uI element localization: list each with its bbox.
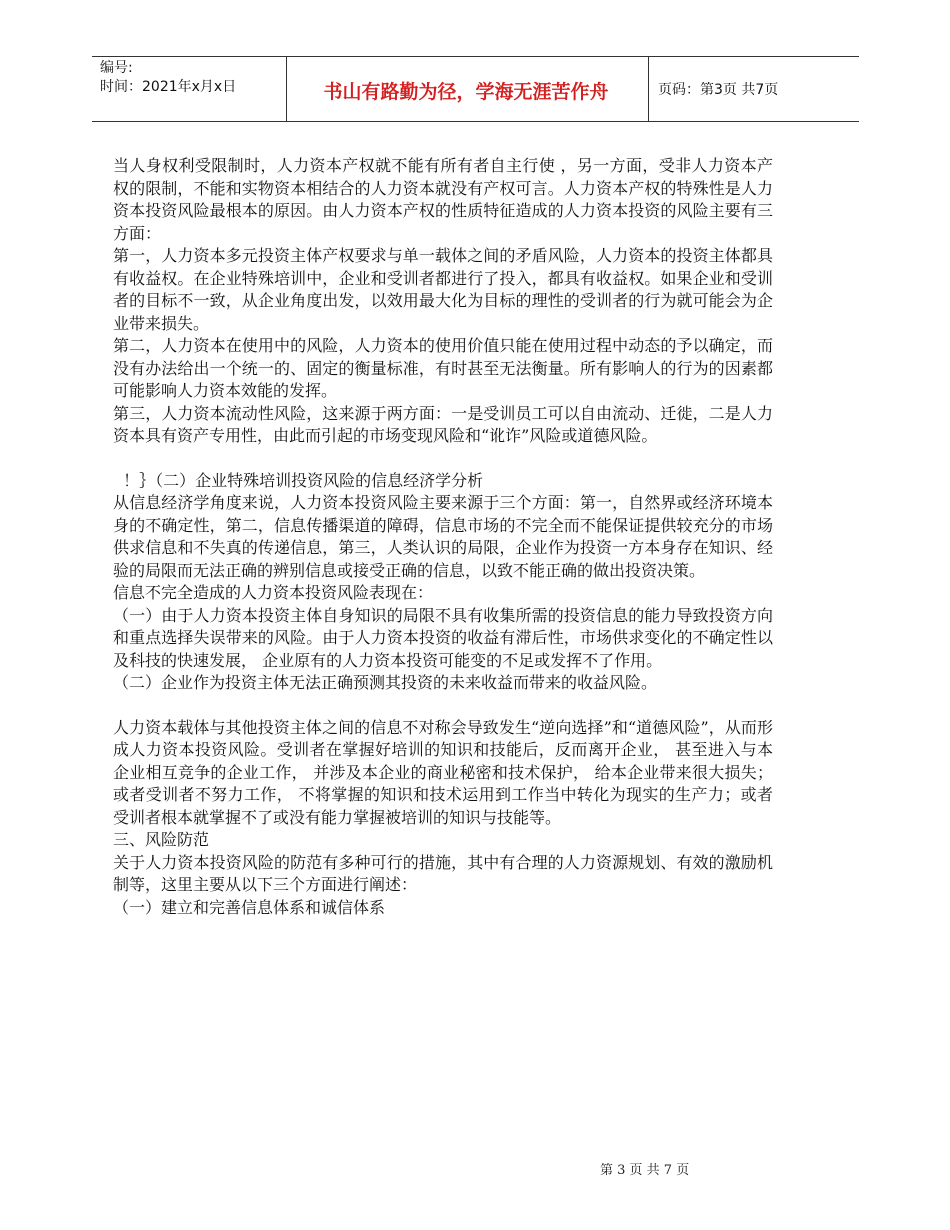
header-divider-left <box>286 57 287 121</box>
paragraph-item-one: （一）由于人力资本投资主体自身知识的局限不具有收集所需的投资信息的能力导致投资方向和重点选择失误带来的风险。由于人力资本投资的收益有滞后性，市场供求变化的不确定性以及科技的快速发展， 企业原有的人力资本投资可能变的不足或发挥不了作用。 <box>113 605 773 670</box>
paragraph-info-incomplete: 信息不完全造成的人力资本投资风险表现在： <box>113 583 434 602</box>
paragraph-info-sources: 从信息经济学角度来说，人力资本投资风险主要来源于三个方面：第一，自然界或经济环境本身的不确定性，第二，信息传播渠道的障碍，信息市场的不完全而不能保证提供较充分的市场供求信息和不失真的传递信息，第三，人类认识的局限，企业作为投资一方本身存在知识、经验的局限而无法正确的辨别信息或接受正确的信息，以致不能正确的做出投资决策。 <box>113 493 773 580</box>
paragraph-risk-second: 第二，人力资本在使用中的风险，人力资本的使用价值只能在使用过程中动态的予以确定，而没有办法给出一个统一的、固定的衡量标准，有时甚至无法衡量。所有影响人的行为的因素都可能影响人力资本效能的发挥。 <box>113 336 773 400</box>
section-heading-risk-prevention: 三、风险防范 <box>113 830 210 849</box>
page-header <box>92 56 859 122</box>
header-divider-right <box>648 57 649 121</box>
paragraph-risk-third: 第三，人力资本流动性风险，这来源于两方面：一是受训员工可以自由流动、迁徙，二是人力资本具有资产专用性，由此而引起的市场变现风险和“讹诈”风险或道德风险。 <box>113 403 773 445</box>
header-meta <box>100 59 282 97</box>
header-motto: 书山有路勤为径，学海无涯苦作舟 <box>323 81 609 103</box>
number-label: 编号: <box>100 60 133 76</box>
paragraph-property-rights: 当人身权利受限制时，人力资本产权就不能有所有者自主行使 ，另一方面，受非人力资本产权的限制，不能和实物资本相结合的人力资本就没有产权可言。人力资本产权的特殊性是人力资本投资风险最根本的原因。由人力资本产权的性质特征造成的人力资本投资的风险主要有三方面： <box>113 156 773 243</box>
paragraph-item-two: （二）企业作为投资主体无法正确预测其投资的未来收益而带来的收益风险。 <box>113 673 658 692</box>
section-heading-info-economics: ！｝（二）企业特殊培训投资风险的信息经济学分析 <box>113 470 484 490</box>
paragraph-prevention-intro: 关于人力资本投资风险的防范有多种可行的措施，其中有合理的人力资源规划、有效的激励机制等，这里主要从以下三个方面进行阐述： <box>113 852 773 894</box>
paragraph-prevention-item-one: （一）建立和完善信息体系和诚信体系 <box>113 897 386 917</box>
document-body <box>113 155 773 919</box>
time-label: 时间：2021年x月x日 <box>100 79 237 95</box>
page-footer: 第 3 页 共 7 页 <box>600 1163 690 1178</box>
spacer <box>113 448 773 470</box>
header-page-info: 页码：第3页 共7页 <box>658 82 779 98</box>
paragraph-asymmetry: 人力资本载体与其他投资主体之间的信息不对称会导致发生“逆向选择”和“道德风险”，从而形成人力资本投资风险。受训者在掌握好培训的知识和技能后，反而离开企业， 甚至进入与本企业相互竞争的企业工作， 并涉及本企业的商业秘密和技术保护， 给本企业带来很大损失；或者受训者不努力工作， 不将掌握的知识和技术运用到工作当中转化为现实的生产力；或者受训者根本就掌握不了或没有能力掌握被培训的知识与技能等。 <box>113 717 773 827</box>
spacer <box>113 695 773 717</box>
paragraph-risk-first: 第一，人力资本多元投资主体产权要求与单一载体之间的矛盾风险，人力资本的投资主体都具有收益权。在企业特殊培训中，企业和受训者都进行了投入，都具有收益权。如果企业和受训者的目标不一致，从企业角度出发，以效用最大化为目标的理性的受训者的行为就可能会为企业带来损失。 <box>113 246 773 333</box>
